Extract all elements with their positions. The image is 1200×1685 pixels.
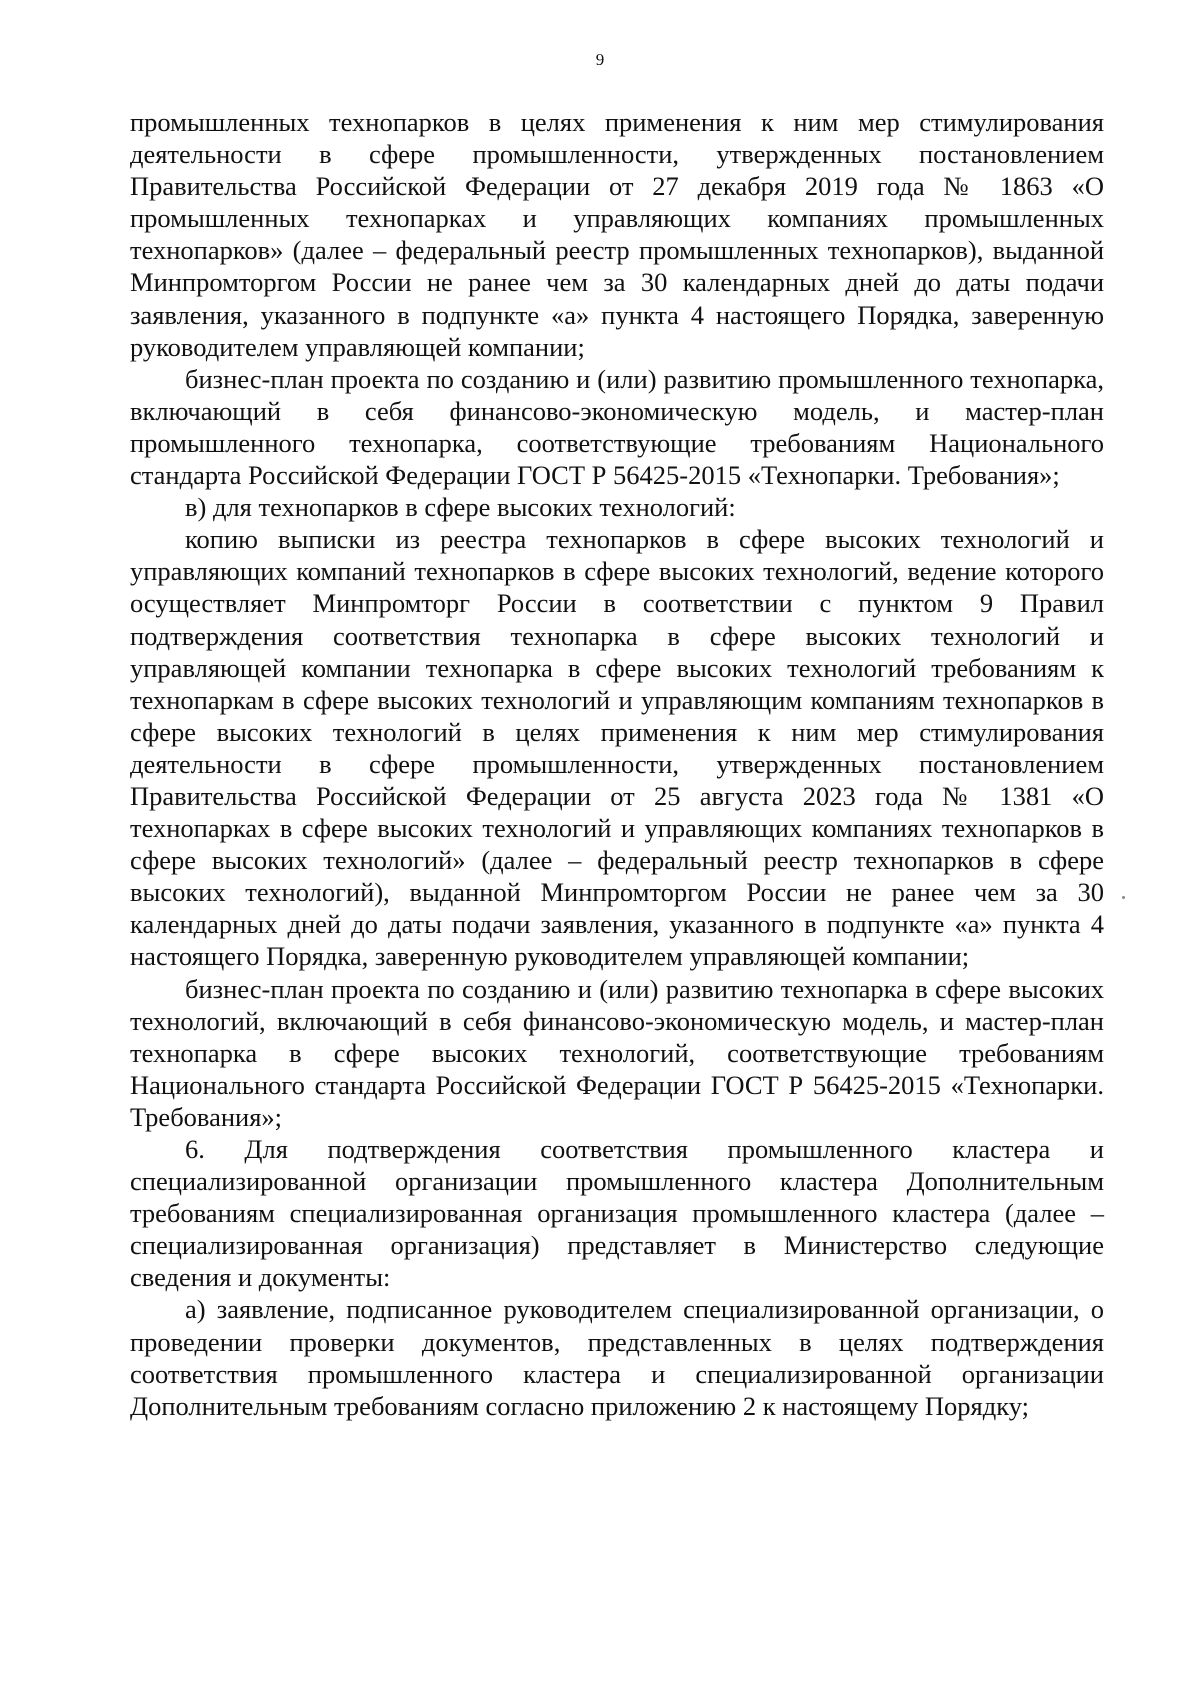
paragraph-continuation: промышленных технопарков в целях применения к ним мер стимулирования деятельности в сфере промышленности, утвержденных постановлением Правительства Российской Федерации от 27 декабря 2019 года № 1863 «О промышленных технопарках и управляющих компаниях промышленных технопарков» (далее – федеральный реестр промышленных технопарков), выданной Минпромторгом России не ранее чем за 30 календарных дней до даты подачи заявления, указанного в подпункте «а» пункта 4 настоящего Порядка, заверенную руководителем управляющей компании; <box>130 107 1104 362</box>
scan-speck <box>1122 896 1125 899</box>
paragraph-business-plan-industrial: бизнес-план проекта по созданию и (или) развитию промышленного технопарка, включающий в себя финансово-экономическую модель, и мастер-план промышленного технопарка, соответствующие требованиям Национального стандарта Российской Федерации ГОСТ Р 56425-2015 «Технопарки. Требования»; <box>130 363 1104 491</box>
paragraph-item-v: в) для технопарков в сфере высоких технологий: <box>185 492 736 523</box>
paragraph-registry-extract-hightech: копию выписки из реестра технопарков в сфере высоких технологий и управляющих компаний технопарков в сфере высоких технологий, ведение которого осуществляет Минпромторг России в соответствии с пунктом 9 Правил подтверждения соответствия технопарка в сфере высоких технологий и управляющей компании технопарка в сфере высоких технологий требованиям к технопаркам в сфере высоких технологий и управляющим компаниям технопарков в сфере высоких технологий в целях применения к ним мер стимулирования деятельности в сфере промышленности, утвержденных постановлением Правительства Российской Федерации от 25 августа 2023 года № 1381 «О технопарках в сфере высоких технологий и управляющих компаниях технопарков в сфере высоких технологий» (далее – федеральный реестр технопарков в сфере высоких технологий), выданной Минпромторгом России не ранее чем за 30 календарных дней до даты подачи заявления, указанного в подпункте «а» пункта 4 настоящего Порядка, заверенную руководителем управляющей компании; <box>130 524 1104 972</box>
paragraph-business-plan-hightech: бизнес-план проекта по созданию и (или) развитию технопарка в сфере высоких технологий, включающий в себя финансово-экономическую модель, и мастер-план технопарка в сфере высоких технологий, соответствующие требованиям Национального стандарта Российской Федерации ГОСТ Р 56425-2015 «Технопарки. Требования»; <box>130 973 1104 1132</box>
paragraph-section-6: 6. Для подтверждения соответствия промышленного кластера и специализированной организации промышленного кластера Дополнительным требованиям специализированная организация промышленного кластера (далее – специализированная организация) представляет в Министерство следующие сведения и документы: <box>130 1134 1104 1293</box>
page-number: 9 <box>595 50 605 69</box>
paragraph-item-a-application: а) заявление, подписанное руководителем специализированной организации, о проведении проверки документов, представленных в целях подтверждения соответствия промышленного кластера и специализированной организации Дополнительным требованиям согласно приложению 2 к настоящему Порядку; <box>130 1294 1104 1421</box>
document-body <box>130 106 1104 1422</box>
